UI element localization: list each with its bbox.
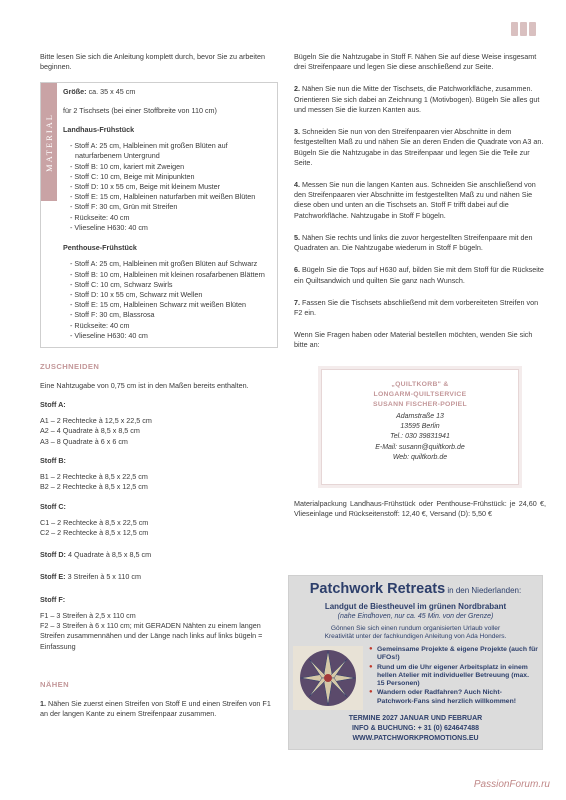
landhaus-title: Landhaus-Frühstück	[63, 124, 135, 134]
landhaus-list	[63, 141, 271, 233]
address-street: Adamstraße 13	[396, 413, 444, 421]
list-item: - Vlieseline H630: 40 cm	[70, 330, 148, 340]
org-line: SUSANN FISCHER-POPIEL	[373, 400, 467, 408]
address-city: 13595 Berlin	[400, 423, 440, 431]
stoff-e-line: Stoff E: 3 Streifen à 5 x 110 cm	[40, 572, 141, 582]
ad-dates: TERMINE 2027 JANUAR UND FEBRUAR	[348, 715, 483, 722]
quilt-image	[293, 646, 363, 710]
step-6: 6. Bügeln Sie die Tops auf H630 auf, bilden Sie mit dem Stoff für die Rückseite ein Quiltsandwich und quilten Sie ganz nach Wunsch.	[294, 265, 544, 285]
list-item: - Rückseite: 40 cm	[70, 212, 130, 222]
penthouse-title: Penthouse-Frühstück	[63, 243, 137, 253]
for-line: für 2 Tischsets (bei einer Stoffbreite von 110 cm)	[63, 105, 217, 115]
org-line: „QUILTKORB" &	[391, 380, 449, 388]
address-box	[321, 369, 519, 485]
list-item: A3 – 8 Quadrate à 6 x 6 cm	[40, 436, 128, 446]
watermark: PassionForum.ru	[473, 778, 550, 790]
material-tab: MATERIAL	[41, 83, 57, 347]
material-box	[40, 82, 278, 348]
list-item: A1 – 2 Rechtecke à 12,5 x 22,5 cm	[40, 416, 152, 426]
list-item: - Stoff E: 15 cm, Halbleinen naturfarben mit weißen Blüten	[70, 192, 256, 202]
step-7: 7. Fassen Sie die Tischsets abschließend mit dem vorbereiteten Streifen von F2 ein.	[294, 297, 539, 317]
size-line: Größe: ca. 35 x 45 cm	[63, 87, 136, 97]
list-item: C1 – 2 Rechtecke à 8,5 x 22,5 cm	[40, 517, 149, 527]
address-email[interactable]: E-Mail: susann@quiltkorb.de	[375, 443, 465, 451]
list-item: C2 – 2 Rechtecke à 8,5 x 12,5 cm	[40, 528, 149, 537]
zuschneiden-note: Eine Nahtzugabe von 0,75 cm ist in den Maßen bereits enthalten.	[40, 380, 249, 390]
list-item: ● Rund um die Uhr eigener Arbeitsplatz in einem hellen Atelier mit individueller Betreuung (max. 15 Personen)	[369, 664, 538, 689]
step-1: 1. Nähen Sie zuerst einen Streifen von Stoff E und einen Streifen von F1 an der langen Kante zu einem Streifenpaar zusammen.	[40, 698, 271, 718]
stoff-f-title: Stoff F:	[40, 594, 66, 604]
material-pack-text: Materialpackung Landhaus-Frühstück oder Penthouse-Frühstück: je 24,60 €, Vlieseinlage und Rückseitenstoff: 12,40 €, Versand (D): 5,50 €	[294, 498, 546, 518]
ad-contact[interactable]: INFO & BUCHUNG: + 31 (0) 624647488 WWW.PATCHWORKPROMOTIONS.EU	[351, 724, 480, 742]
stoff-a-title: Stoff A:	[40, 400, 66, 410]
intro-text: Bitte lesen Sie sich die Anleitung komplett durch, bevor Sie zu arbeiten beginnen.	[40, 52, 265, 72]
ad-title: Patchwork Retreats in den Niederlanden:	[309, 581, 522, 597]
list-item: B1 – 2 Rechtecke à 8,5 x 22,5 cm	[40, 472, 148, 482]
stoff-c-title: Stoff C:	[40, 501, 66, 511]
list-item: ● Gemeinsame Projekte & eigene Projekte (auch für UFOs!)	[369, 646, 538, 663]
list-item: - Stoff B: 10 cm, kariert mit Zweigen	[70, 161, 185, 171]
list-item: F2 – 3 Streifen à 6 x 110 cm; mit GERADEN Nähten zu einem langen Streifen zusammennähen und der Länge nach links auf links bügeln = Einfassung	[40, 621, 263, 651]
zuschneiden-heading: ZUSCHNEIDEN	[40, 362, 100, 372]
step-4: 4. Messen Sie nun die langen Kanten aus. Schneiden Sie anschließend von den Streifenpaaren vier Abschnitte im festgestellten Maß zu und nähen Sie diese oben und unten an die Tischsets an. Stoff F trifft dabei auf die Patchworkfläche. Nahtzugabe in Stoff F bügeln.	[294, 179, 536, 220]
ad-body	[293, 646, 538, 710]
list-item: F1 – 3 Streifen à 2,5 x 110 cm	[40, 610, 136, 620]
list-item: B2 – 2 Rechtecke à 8,5 x 12,5 cm	[40, 482, 148, 492]
org-line: LONGARM-QUILTSERVICE	[373, 390, 467, 398]
stoff-d-line: Stoff D: 4 Quadrate à 8,5 x 8,5 cm	[40, 550, 152, 560]
patchwork-retreats-ad[interactable]	[288, 575, 543, 750]
ad-subtitle: Landgut de Biestheuvel im grünen Nordbrabant	[324, 601, 507, 611]
step-2: 2. Nähen Sie nun die Mitte der Tischsets, die Patchworkfläche, zusammen. Orientieren Sie sich dabei an Zeichnung 1 (Motivbogen). Bügeln Sie alles gut und messen Sie die kurzen Kanten aus.	[294, 84, 540, 114]
penthouse-list	[63, 259, 271, 341]
list-item: - Stoff D: 10 x 55 cm, Beige mit kleinem Muster	[70, 181, 221, 191]
list-item: - Stoff E: 15 cm, Halbleinen Schwarz mit weißen Blüten	[70, 300, 247, 310]
address-web[interactable]: Web: quiltkorb.de	[392, 453, 448, 461]
address-tel: Tel.: 030 39831941	[390, 433, 450, 441]
stoff-b-title: Stoff B:	[40, 455, 66, 465]
right-column	[294, 52, 546, 525]
list-item: - Stoff C: 10 cm, Beige mit Minipunkten	[70, 171, 195, 181]
list-item: - Stoff F: 30 cm, Blassrosa	[70, 310, 155, 320]
list-item: A2 – 4 Quadrate à 8,5 x 8,5 cm	[40, 426, 140, 436]
step-3: 3. Schneiden Sie nun von den Streifenpaaren vier Abschnitte in dem festgestellten Maß zu und nähen Sie an deren Enden die Quadrate von A3 an. Bügeln Sie die Nahtzugabe in das Streifenpaar und legen Sie die Teile zur Seite.	[294, 127, 544, 167]
list-item: - Stoff F: 30 cm, Grün mit Streifen	[70, 202, 178, 212]
ad-description: Gönnen Sie sich einen rundum organisierten Urlaub voller Kreativität unter der fachkundigen Anleitung von Ada Honders.	[324, 624, 507, 641]
step-5: 5. Nähen Sie rechts und links die zuvor hergestellten Streifenpaare mit den Quadraten an. Die Nahtzugabe wiederum in Stoff F bügeln.	[294, 232, 533, 253]
list-item: - Vlieseline H630: 40 cm	[70, 222, 148, 232]
list-item: - Stoff A: 25 cm, Halbleinen mit großen Blüten auf Schwarz	[70, 259, 258, 269]
list-item: ● Wandern oder Radfahren? Auch Nicht-Patchwork-Fans sind herzlich willkommen!	[369, 689, 538, 706]
list-item: - Stoff D: 10 x 55 cm, Schwarz mit Wellen	[70, 289, 203, 299]
questions-text: Wenn Sie Fragen haben oder Material bestellen möchten, wenden Sie sich bitte an:	[294, 330, 533, 350]
naehen-heading: NÄHEN	[40, 679, 70, 689]
ad-bullet-list	[363, 646, 538, 710]
left-column	[40, 52, 278, 727]
list-item: - Rückseite: 40 cm	[70, 320, 130, 330]
list-item: - Stoff A: 25 cm, Halbleinen mit großen Blüten auf naturfarbenem Untergrund	[70, 141, 228, 161]
list-item: - Stoff C: 10 cm, Schwarz Swirls	[70, 279, 173, 289]
page-corner-mark	[511, 22, 536, 36]
list-item: - Stoff B: 10 cm, Halbleinen mit kleinen rosafarbenen Blättern	[70, 269, 265, 279]
ad-subtitle-2: (nahe Eindhoven, nur ca. 45 Min. von der Grenze)	[337, 612, 494, 620]
step-1-continued: Bügeln Sie die Nahtzugabe in Stoff F. Nähen Sie auf diese Weise insgesamt drei Streifenpaare und legen Sie diese anschließend zur Seite.	[294, 52, 537, 72]
